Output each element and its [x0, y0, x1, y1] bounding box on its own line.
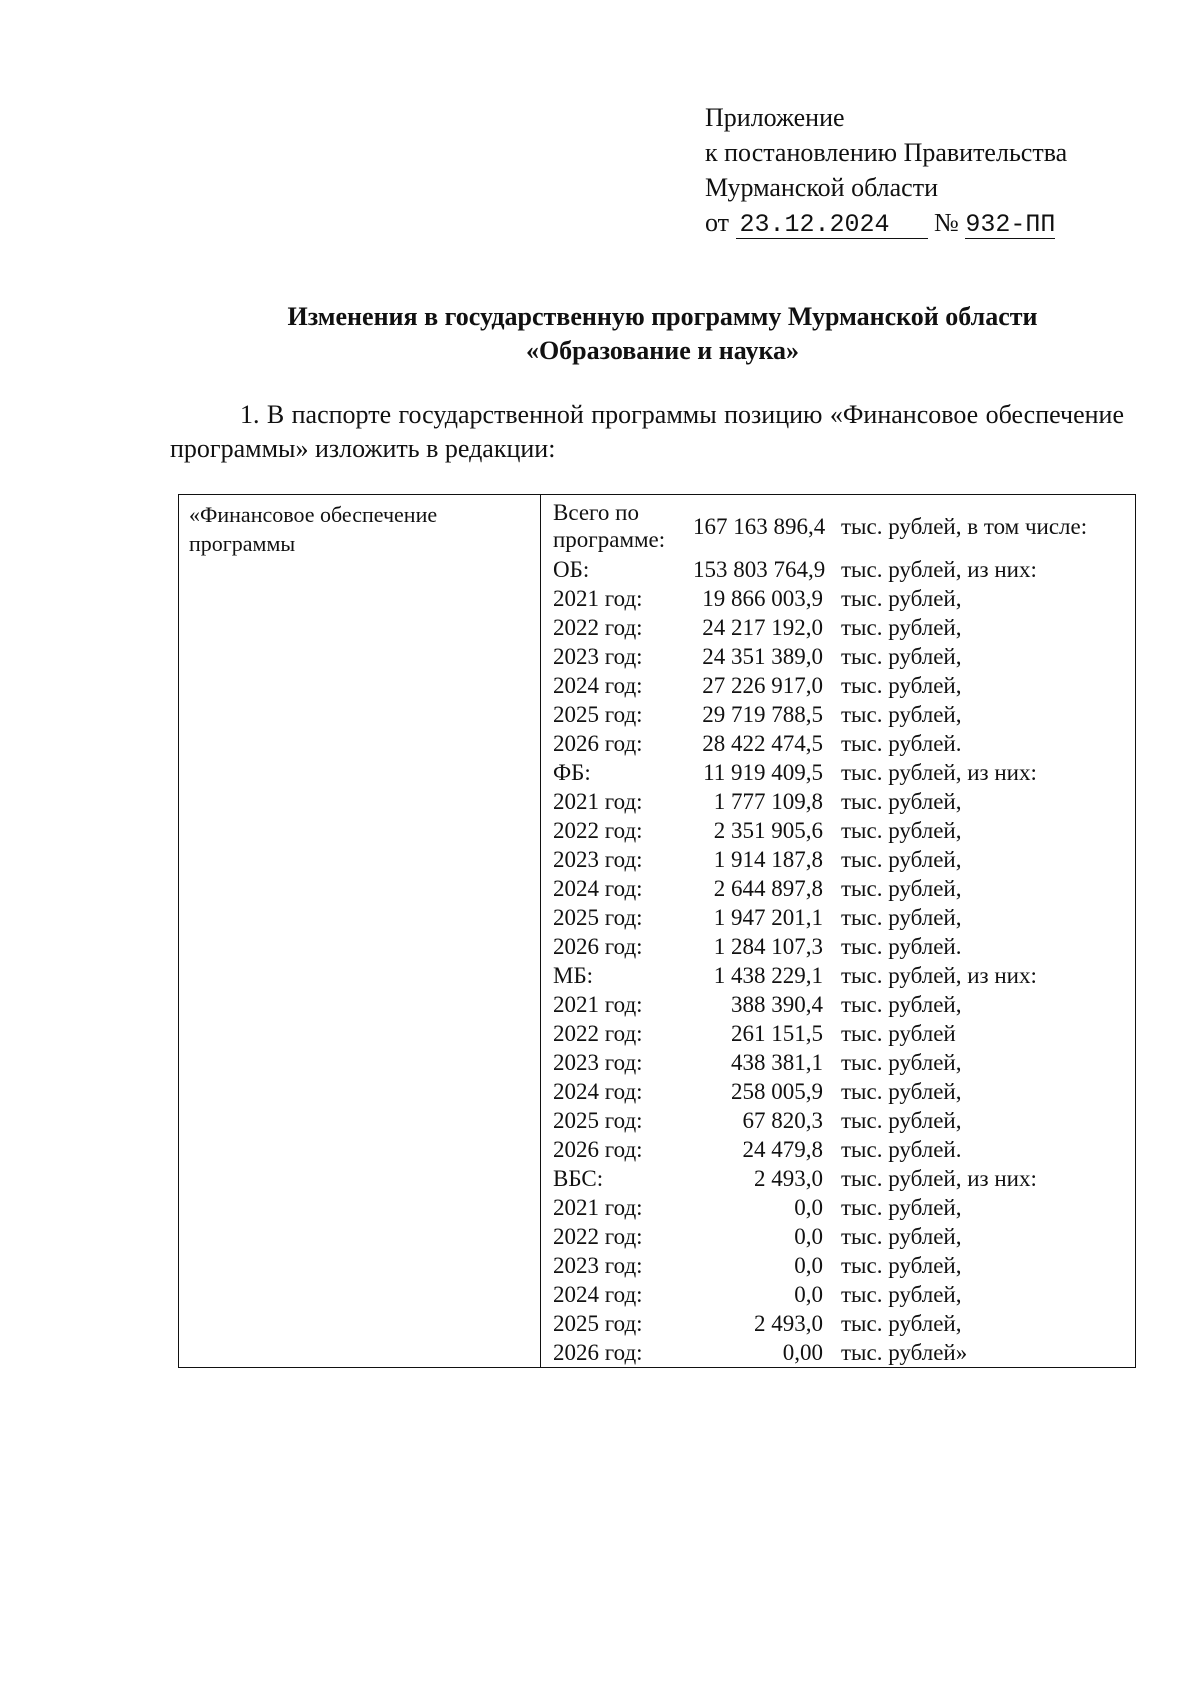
- row-label: 2023 год:: [553, 1050, 643, 1075]
- row-amount: 0,0: [794, 1253, 823, 1278]
- attachment-date-line: [705, 205, 1067, 240]
- table-row: [541, 1222, 1135, 1251]
- decree-date: 23.12.2024: [736, 212, 928, 239]
- table-row: [541, 1193, 1135, 1222]
- row-label: ОБ:: [553, 557, 590, 582]
- row-label: 2021 год:: [553, 992, 643, 1017]
- row-amount: 1 777 109,8: [713, 789, 823, 814]
- row-unit: тыс. рублей,: [841, 992, 962, 1017]
- row-label: 2022 год:: [553, 1224, 643, 1249]
- row-amount: 2 351 905,6: [713, 818, 823, 843]
- row-label: 2024 год:: [553, 673, 643, 698]
- table-row: [541, 1309, 1135, 1338]
- table-row: [541, 903, 1135, 932]
- row-label: 2021 год:: [553, 586, 643, 611]
- row-unit: тыс. рублей,: [841, 615, 962, 640]
- row-amount: 438 381,1: [731, 1050, 823, 1075]
- attachment-header: [705, 100, 1067, 240]
- table-row: [541, 613, 1135, 642]
- row-label: 2026 год:: [553, 1340, 643, 1365]
- row-unit: тыс. рублей,: [841, 702, 962, 727]
- row-unit: тыс. рублей, из них:: [841, 557, 1037, 582]
- row-unit: тыс. рублей,: [841, 1108, 962, 1133]
- table-row: [541, 584, 1135, 613]
- row-label: 2024 год:: [553, 876, 643, 901]
- table-row: [541, 1106, 1135, 1135]
- row-label: 2026 год:: [553, 934, 643, 959]
- row-amount: 0,00: [782, 1340, 823, 1365]
- row-unit: тыс. рублей,: [841, 1079, 962, 1104]
- decree-number: 932-ПП: [965, 210, 1056, 239]
- row-unit: тыс. рублей: [841, 1021, 956, 1046]
- row-amount: 0,0: [794, 1224, 823, 1249]
- table-row: [541, 932, 1135, 961]
- row-label: 2022 год:: [553, 818, 643, 843]
- row-unit: тыс. рублей, из них:: [841, 760, 1037, 785]
- row-label: 2024 год:: [553, 1282, 643, 1307]
- row-amount: 1 947 201,1: [713, 905, 823, 930]
- row-amount: 258 005,9: [731, 1079, 823, 1104]
- table-row: [541, 787, 1135, 816]
- from-label: от: [705, 208, 730, 237]
- row-unit: тыс. рублей»: [841, 1340, 968, 1365]
- table-row: [541, 816, 1135, 845]
- number-label: №: [934, 208, 959, 237]
- row-amount: 0,0: [794, 1195, 823, 1220]
- row-amount: 153 803 764,9: [693, 557, 826, 582]
- row-label: 2025 год:: [553, 1108, 643, 1133]
- row-unit: тыс. рублей, из них:: [841, 1166, 1037, 1191]
- row-unit: тыс. рублей,: [841, 1311, 962, 1336]
- row-unit: тыс. рублей,: [841, 673, 962, 698]
- row-amount: 24 351 389,0: [702, 644, 823, 669]
- attachment-line-3: Мурманской области: [705, 173, 938, 202]
- row-label: 2022 год:: [553, 1021, 643, 1046]
- row-amount: 27 226 917,0: [702, 673, 823, 698]
- row-amount: 2 644 897,8: [713, 876, 823, 901]
- financing-table: [178, 494, 1136, 1368]
- row-amount: 67 820,3: [742, 1108, 823, 1133]
- table-row: [541, 874, 1135, 903]
- row-amount: 1 284 107,3: [713, 934, 823, 959]
- row-unit: тыс. рублей.: [841, 1137, 962, 1162]
- title-line-1: Изменения в государственную программу Мурманской области: [287, 302, 1038, 331]
- row-amount: 1 438 229,1: [713, 963, 823, 988]
- row-unit: тыс. рублей,: [841, 1253, 962, 1278]
- row-label: 2025 год:: [553, 702, 643, 727]
- row-label: 2022 год:: [553, 615, 643, 640]
- row-unit: тыс. рублей,: [841, 789, 962, 814]
- row-label: ФБ:: [553, 760, 591, 785]
- row-label: МБ:: [553, 963, 594, 988]
- table-row: [541, 990, 1135, 1019]
- table-row: [541, 1164, 1135, 1193]
- row-amount: 167 163 896,4: [693, 513, 826, 539]
- row-label: 2025 год:: [553, 905, 643, 930]
- row-amount: 388 390,4: [731, 992, 823, 1017]
- table-row: [541, 700, 1135, 729]
- row-amount: 19 866 003,9: [702, 586, 823, 611]
- row-amount: 2 493,0: [754, 1311, 823, 1336]
- table-row: [541, 497, 1135, 555]
- row-unit: тыс. рублей,: [841, 586, 962, 611]
- row-unit: тыс. рублей.: [841, 934, 962, 959]
- row-amount: 28 422 474,5: [702, 731, 823, 756]
- row-label: Всего по программе:: [553, 500, 666, 552]
- row-unit: тыс. рублей, из них:: [841, 963, 1037, 988]
- table-row: [541, 1251, 1135, 1280]
- row-unit: тыс. рублей,: [841, 1050, 962, 1075]
- table-row: [541, 729, 1135, 758]
- row-amount: 24 479,8: [742, 1137, 823, 1162]
- row-unit: тыс. рублей,: [841, 905, 962, 930]
- table-row: [541, 1048, 1135, 1077]
- row-label: 2021 год:: [553, 789, 643, 814]
- row-label: 2025 год:: [553, 1311, 643, 1336]
- table-row: [541, 1019, 1135, 1048]
- row-amount: 11 919 409,5: [703, 760, 823, 785]
- table-row: [541, 961, 1135, 990]
- row-unit: тыс. рублей, в том числе:: [841, 513, 1088, 539]
- row-label: ВБС:: [553, 1166, 604, 1191]
- row-unit: тыс. рублей,: [841, 1195, 962, 1220]
- financing-values-cell: [541, 495, 1135, 1367]
- row-label: 2026 год:: [553, 1137, 643, 1162]
- document-title: [170, 300, 1155, 368]
- row-unit: тыс. рублей,: [841, 1224, 962, 1249]
- row-label: 2023 год:: [553, 644, 643, 669]
- table-row: [541, 671, 1135, 700]
- table-row: [541, 1077, 1135, 1106]
- table-row: [541, 1280, 1135, 1309]
- row-label: 2024 год:: [553, 1079, 643, 1104]
- table-row: [541, 1135, 1135, 1164]
- table-row: [541, 845, 1135, 874]
- table-row: [541, 555, 1135, 584]
- row-amount: 24 217 192,0: [702, 615, 823, 640]
- table-row: [541, 642, 1135, 671]
- attachment-line-2: к постановлению Правительства: [705, 138, 1068, 167]
- row-amount: 2 493,0: [754, 1166, 823, 1191]
- table-row: [541, 1338, 1135, 1367]
- row-label: 2023 год:: [553, 1253, 643, 1278]
- table-row: [541, 758, 1135, 787]
- title-line-2: «Образование и наука»: [525, 336, 800, 365]
- row-amount: 1 914 187,8: [713, 847, 823, 872]
- intro-paragraph: 1. В паспорте государственной программы позицию «Финансовое обеспечение программы» изложить в редакции:: [170, 400, 1124, 463]
- row-label: 2026 год:: [553, 731, 643, 756]
- row-unit: тыс. рублей,: [841, 818, 962, 843]
- row-label: 2023 год:: [553, 847, 643, 872]
- attachment-line-1: Приложение: [705, 103, 845, 132]
- row-label: 2021 год:: [553, 1195, 643, 1220]
- row-amount: 29 719 788,5: [702, 702, 823, 727]
- row-unit: тыс. рублей,: [841, 644, 962, 669]
- row-unit: тыс. рублей,: [841, 847, 962, 872]
- financing-position-cell: «Финансовое обеспечение программы: [179, 495, 541, 1367]
- row-unit: тыс. рублей.: [841, 731, 962, 756]
- row-unit: тыс. рублей,: [841, 876, 962, 901]
- row-amount: 0,0: [794, 1282, 823, 1307]
- row-amount: 261 151,5: [731, 1021, 823, 1046]
- row-unit: тыс. рублей,: [841, 1282, 962, 1307]
